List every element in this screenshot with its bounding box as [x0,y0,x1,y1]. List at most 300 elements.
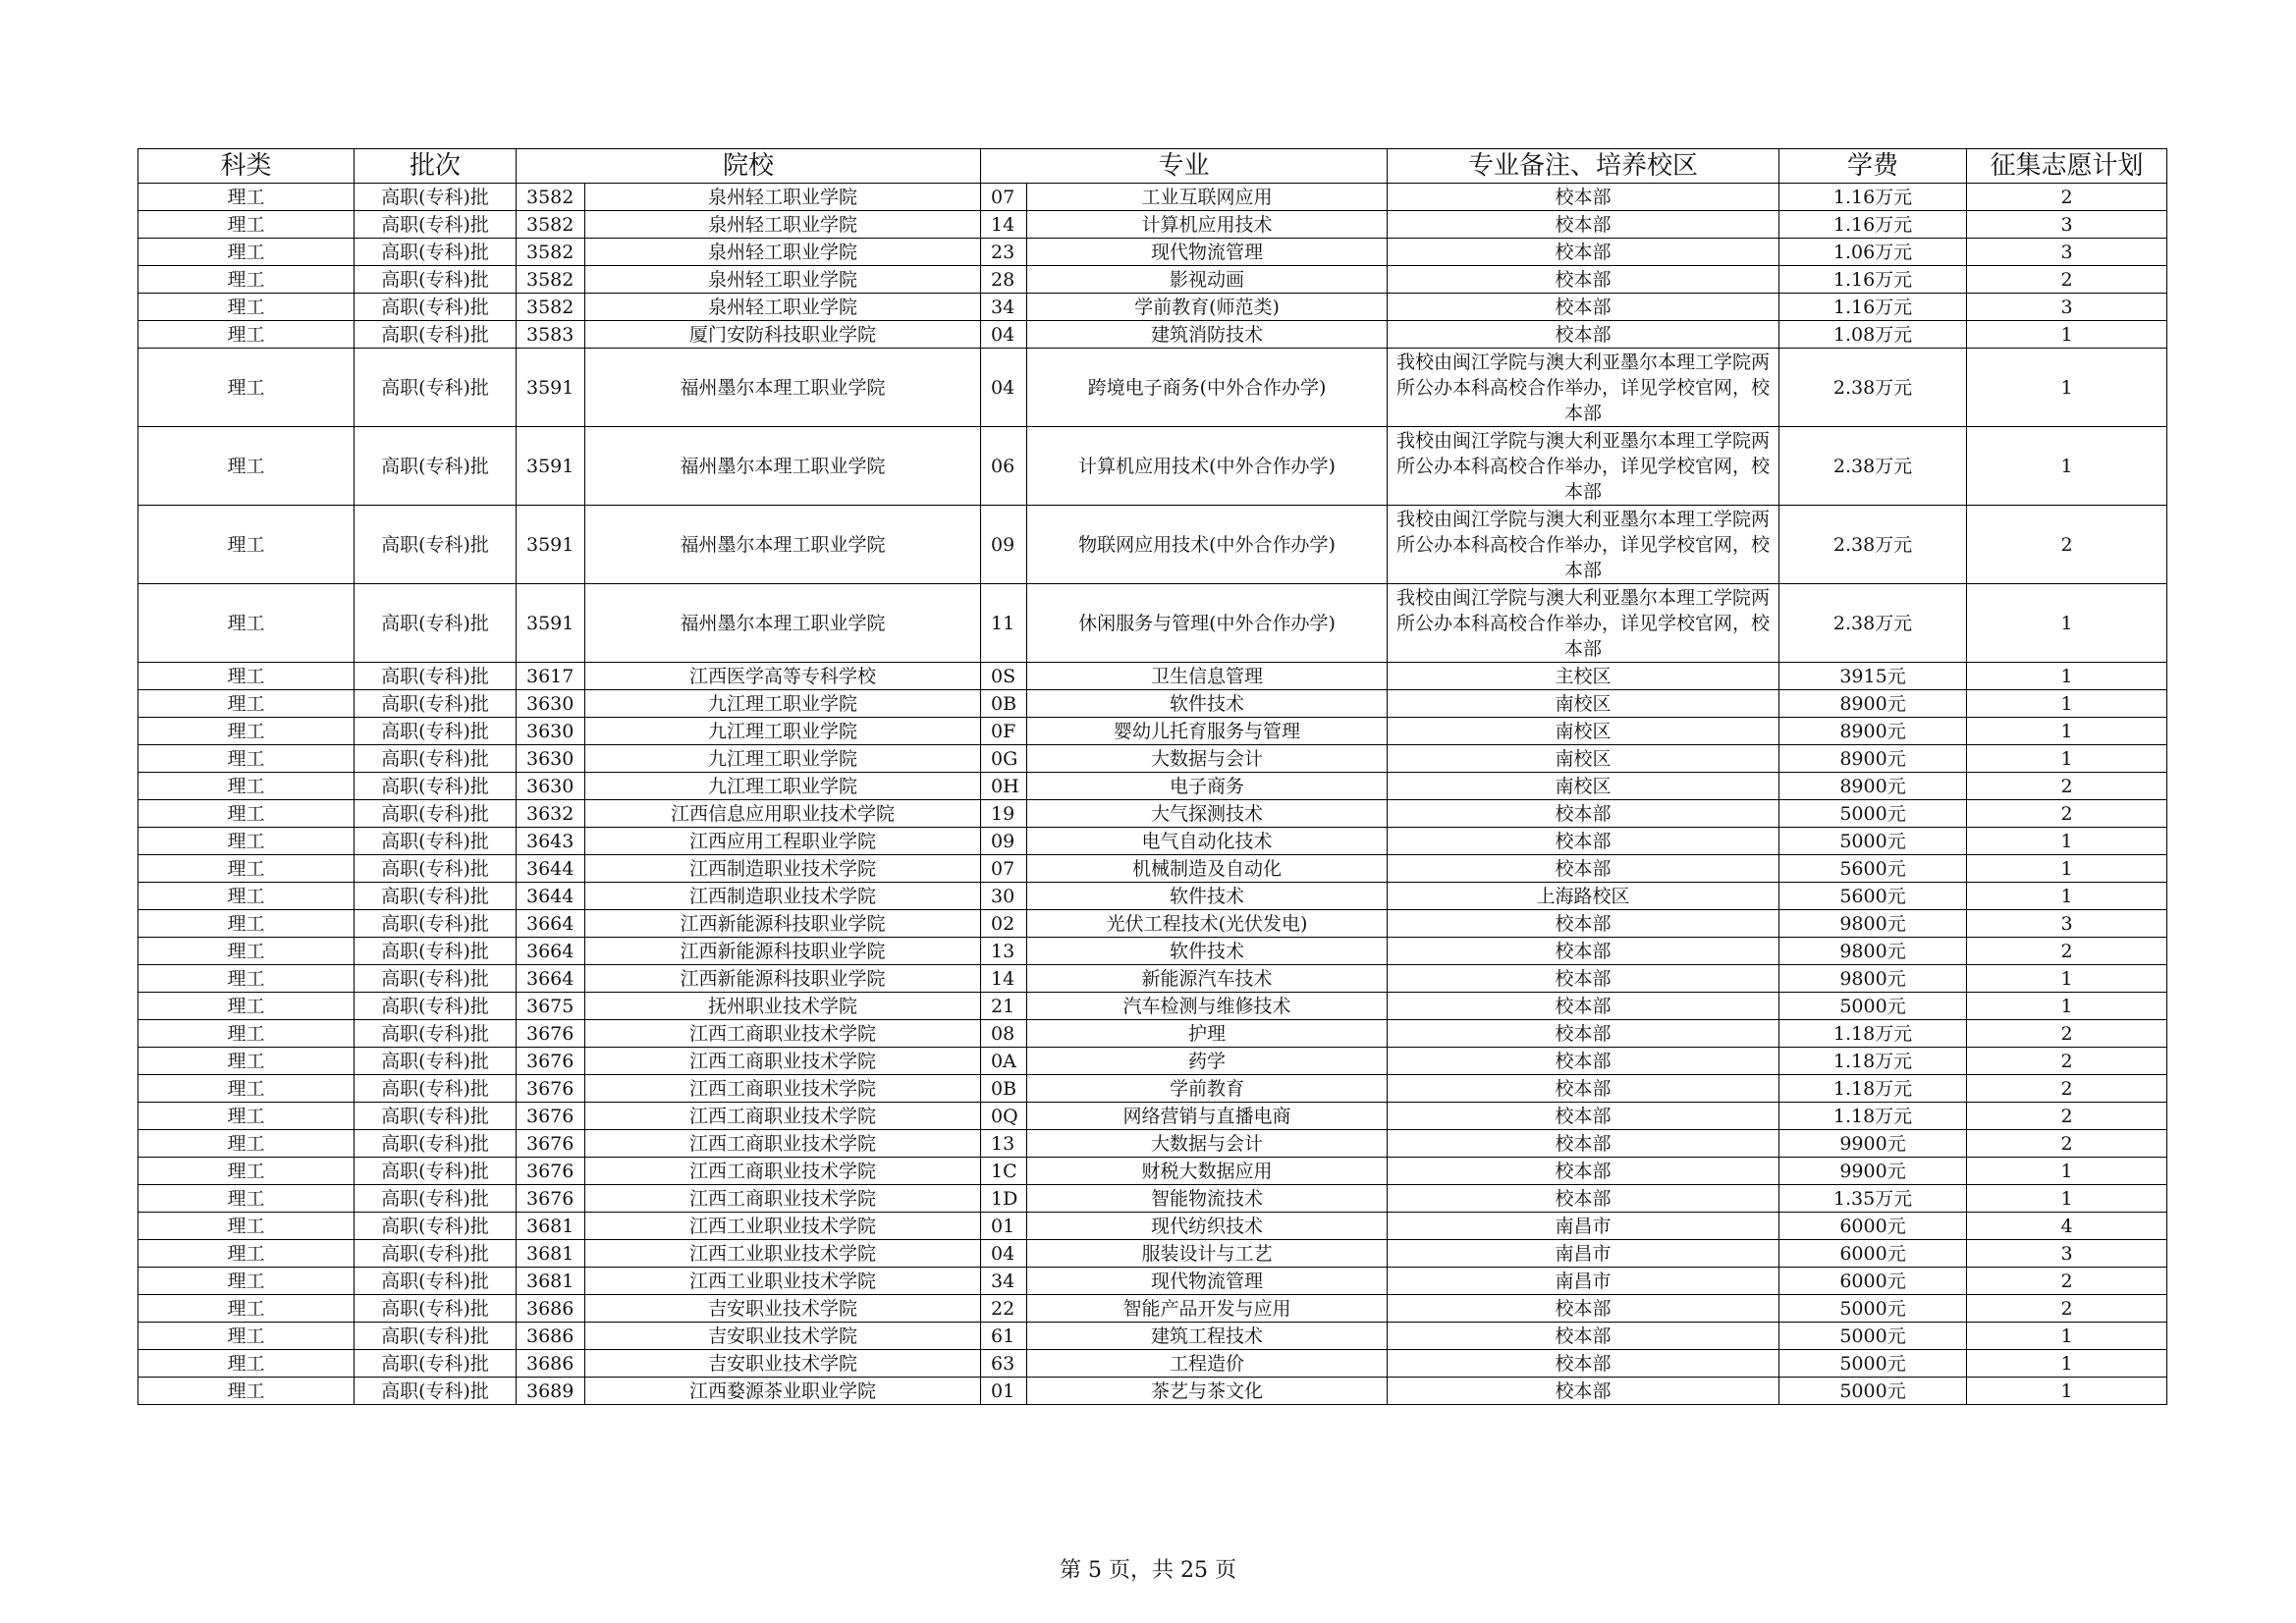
cell-tuition: 9800元 [1779,965,1967,993]
cell-major: 现代物流管理 [1027,1268,1388,1295]
cell-remark: 校本部 [1388,993,1779,1020]
cell-school: 江西应用工程职业学院 [585,828,981,855]
cell-school: 江西工商职业技术学院 [585,1075,981,1103]
cell-major-code: 04 [981,321,1027,349]
cell-category: 理工 [138,883,355,910]
cell-batch: 高职(专科)批 [355,184,517,211]
cell-plan: 2 [1967,938,2167,965]
cell-school-code: 3630 [517,745,585,773]
table-row [138,1130,2167,1158]
cell-remark: 主校区 [1388,663,1779,690]
cell-plan: 2 [1967,1268,2167,1295]
cell-batch: 高职(专科)批 [355,690,517,718]
cell-major-code: 0F [981,718,1027,745]
cell-batch: 高职(专科)批 [355,938,517,965]
cell-tuition: 9800元 [1779,938,1967,965]
cell-major: 大数据与会计 [1027,1130,1388,1158]
cell-plan: 3 [1967,239,2167,266]
cell-major-code: 14 [981,965,1027,993]
cell-school: 江西制造职业技术学院 [585,883,981,910]
cell-category: 理工 [138,993,355,1020]
header-category: 科类 [138,149,355,184]
cell-major: 智能物流技术 [1027,1185,1388,1213]
cell-batch: 高职(专科)批 [355,294,517,321]
cell-remark: 南校区 [1388,690,1779,718]
cell-major-code: 0B [981,1075,1027,1103]
cell-school-code: 3681 [517,1268,585,1295]
cell-tuition: 1.16万元 [1779,184,1967,211]
cell-school-code: 3689 [517,1378,585,1405]
cell-plan: 1 [1967,1323,2167,1350]
cell-major: 休闲服务与管理(中外合作办学) [1027,584,1388,663]
cell-school-code: 3664 [517,965,585,993]
cell-batch: 高职(专科)批 [355,910,517,938]
cell-school-code: 3582 [517,294,585,321]
cell-school: 江西工业职业技术学院 [585,1268,981,1295]
cell-batch: 高职(专科)批 [355,1158,517,1185]
cell-school-code: 3681 [517,1240,585,1268]
cell-major: 大气探测技术 [1027,800,1388,828]
cell-batch: 高职(专科)批 [355,506,517,584]
cell-major-code: 08 [981,1020,1027,1048]
cell-major-code: 13 [981,1130,1027,1158]
cell-major-code: 61 [981,1323,1027,1350]
cell-school: 泉州轻工职业学院 [585,294,981,321]
header-plan: 征集志愿计划 [1967,149,2167,184]
cell-category: 理工 [138,965,355,993]
cell-batch: 高职(专科)批 [355,883,517,910]
cell-major-code: 63 [981,1350,1027,1378]
table-row [138,1020,2167,1048]
cell-batch: 高职(专科)批 [355,1295,517,1323]
cell-major-code: 23 [981,239,1027,266]
cell-tuition: 8900元 [1779,773,1967,800]
cell-category: 理工 [138,1323,355,1350]
cell-tuition: 5000元 [1779,1295,1967,1323]
cell-category: 理工 [138,1048,355,1075]
cell-remark: 校本部 [1388,1378,1779,1405]
cell-major: 现代物流管理 [1027,239,1388,266]
cell-school: 福州墨尔本理工职业学院 [585,349,981,427]
cell-category: 理工 [138,349,355,427]
cell-category: 理工 [138,506,355,584]
cell-school: 九江理工职业学院 [585,745,981,773]
cell-school: 江西信息应用职业技术学院 [585,800,981,828]
cell-tuition: 2.38万元 [1779,427,1967,506]
cell-school-code: 3630 [517,718,585,745]
cell-major: 电子商务 [1027,773,1388,800]
cell-remark: 校本部 [1388,910,1779,938]
cell-plan: 2 [1967,1048,2167,1075]
cell-plan: 2 [1967,1075,2167,1103]
cell-major-code: 04 [981,1240,1027,1268]
table-row [138,1350,2167,1378]
cell-school-code: 3591 [517,349,585,427]
cell-batch: 高职(专科)批 [355,965,517,993]
cell-major: 软件技术 [1027,883,1388,910]
cell-plan: 2 [1967,1020,2167,1048]
cell-major: 现代纺织技术 [1027,1213,1388,1240]
cell-plan: 3 [1967,1240,2167,1268]
cell-school: 吉安职业技术学院 [585,1323,981,1350]
cell-school: 江西工业职业技术学院 [585,1240,981,1268]
cell-school-code: 3676 [517,1075,585,1103]
cell-school-code: 3591 [517,427,585,506]
cell-plan: 2 [1967,800,2167,828]
cell-major: 建筑工程技术 [1027,1323,1388,1350]
table-row [138,1213,2167,1240]
cell-remark: 校本部 [1388,1185,1779,1213]
cell-school: 福州墨尔本理工职业学院 [585,584,981,663]
cell-major-code: 07 [981,184,1027,211]
cell-plan: 1 [1967,321,2167,349]
cell-plan: 1 [1967,745,2167,773]
cell-remark: 校本部 [1388,828,1779,855]
cell-category: 理工 [138,690,355,718]
cell-category: 理工 [138,1130,355,1158]
cell-category: 理工 [138,321,355,349]
cell-school: 九江理工职业学院 [585,773,981,800]
cell-batch: 高职(专科)批 [355,1350,517,1378]
cell-category: 理工 [138,266,355,294]
cell-major: 建筑消防技术 [1027,321,1388,349]
cell-school-code: 3664 [517,938,585,965]
cell-school: 福州墨尔本理工职业学院 [585,506,981,584]
cell-batch: 高职(专科)批 [355,800,517,828]
cell-school-code: 3676 [517,1130,585,1158]
cell-tuition: 1.35万元 [1779,1185,1967,1213]
cell-plan: 3 [1967,211,2167,239]
cell-tuition: 9800元 [1779,910,1967,938]
cell-school: 泉州轻工职业学院 [585,211,981,239]
cell-major: 新能源汽车技术 [1027,965,1388,993]
cell-major: 跨境电子商务(中外合作办学) [1027,349,1388,427]
cell-school: 江西工商职业技术学院 [585,1130,981,1158]
cell-batch: 高职(专科)批 [355,993,517,1020]
cell-plan: 2 [1967,1295,2167,1323]
cell-plan: 1 [1967,883,2167,910]
cell-category: 理工 [138,427,355,506]
cell-school-code: 3676 [517,1048,585,1075]
header-remark: 专业备注、培养校区 [1388,149,1779,184]
cell-plan: 2 [1967,184,2167,211]
cell-school: 厦门安防科技职业学院 [585,321,981,349]
cell-school: 江西医学高等专科学校 [585,663,981,690]
cell-school-code: 3644 [517,855,585,883]
table-row [138,239,2167,266]
cell-tuition: 5600元 [1779,855,1967,883]
cell-batch: 高职(专科)批 [355,1378,517,1405]
cell-remark: 南校区 [1388,745,1779,773]
cell-major-code: 0G [981,745,1027,773]
cell-school: 抚州职业技术学院 [585,993,981,1020]
cell-batch: 高职(专科)批 [355,584,517,663]
admission-plan-table [137,148,2167,1405]
cell-school: 江西新能源科技职业学院 [585,938,981,965]
table-row [138,184,2167,211]
cell-remark: 校本部 [1388,184,1779,211]
cell-category: 理工 [138,1103,355,1130]
cell-school: 吉安职业技术学院 [585,1350,981,1378]
cell-tuition: 2.38万元 [1779,584,1967,663]
cell-remark: 我校由闽江学院与澳大利亚墨尔本理工学院两所公办本科高校合作举办，详见学校官网，校本部 [1388,427,1779,506]
table-row [138,910,2167,938]
cell-school-code: 3676 [517,1103,585,1130]
cell-school: 江西婺源茶业职业学院 [585,1378,981,1405]
cell-school: 福州墨尔本理工职业学院 [585,427,981,506]
cell-batch: 高职(专科)批 [355,1103,517,1130]
table-row [138,663,2167,690]
cell-school-code: 3630 [517,690,585,718]
table-row [138,266,2167,294]
cell-batch: 高职(专科)批 [355,427,517,506]
cell-tuition: 2.38万元 [1779,349,1967,427]
table-row [138,1103,2167,1130]
cell-major: 计算机应用技术(中外合作办学) [1027,427,1388,506]
cell-remark: 校本部 [1388,1048,1779,1075]
cell-major-code: 14 [981,211,1027,239]
table-row [138,965,2167,993]
cell-tuition: 5000元 [1779,800,1967,828]
cell-remark: 校本部 [1388,294,1779,321]
table-row [138,1295,2167,1323]
cell-batch: 高职(专科)批 [355,855,517,883]
cell-tuition: 5000元 [1779,1323,1967,1350]
cell-school: 泉州轻工职业学院 [585,239,981,266]
cell-school-code: 3675 [517,993,585,1020]
cell-major: 茶艺与茶文化 [1027,1378,1388,1405]
cell-tuition: 1.18万元 [1779,1103,1967,1130]
cell-plan: 2 [1967,1130,2167,1158]
cell-school: 九江理工职业学院 [585,718,981,745]
cell-major-code: 04 [981,349,1027,427]
cell-category: 理工 [138,1350,355,1378]
cell-major: 工程造价 [1027,1350,1388,1378]
cell-school: 泉州轻工职业学院 [585,184,981,211]
cell-major-code: 0B [981,690,1027,718]
cell-school-code: 3582 [517,211,585,239]
cell-tuition: 1.18万元 [1779,1048,1967,1075]
cell-category: 理工 [138,718,355,745]
cell-tuition: 5000元 [1779,1378,1967,1405]
cell-school-code: 3643 [517,828,585,855]
header-school: 院校 [517,149,981,184]
cell-remark: 我校由闽江学院与澳大利亚墨尔本理工学院两所公办本科高校合作举办，详见学校官网，校本部 [1388,584,1779,663]
cell-tuition: 6000元 [1779,1213,1967,1240]
cell-school-code: 3664 [517,910,585,938]
cell-major-code: 09 [981,828,1027,855]
cell-major-code: 19 [981,800,1027,828]
table-row [138,773,2167,800]
cell-batch: 高职(专科)批 [355,349,517,427]
cell-tuition: 1.06万元 [1779,239,1967,266]
cell-plan: 1 [1967,584,2167,663]
cell-plan: 2 [1967,773,2167,800]
cell-major: 服装设计与工艺 [1027,1240,1388,1268]
cell-remark: 校本部 [1388,1130,1779,1158]
cell-category: 理工 [138,1213,355,1240]
cell-remark: 校本部 [1388,938,1779,965]
cell-plan: 1 [1967,663,2167,690]
table-row [138,321,2167,349]
cell-school: 江西新能源科技职业学院 [585,910,981,938]
table-row [138,745,2167,773]
cell-batch: 高职(专科)批 [355,1020,517,1048]
cell-remark: 南校区 [1388,718,1779,745]
cell-major-code: 09 [981,506,1027,584]
cell-school: 江西工业职业技术学院 [585,1213,981,1240]
table-row [138,938,2167,965]
cell-batch: 高职(专科)批 [355,211,517,239]
table-row [138,1185,2167,1213]
cell-category: 理工 [138,239,355,266]
cell-major: 汽车检测与维修技术 [1027,993,1388,1020]
cell-major-code: 0A [981,1048,1027,1075]
cell-plan: 2 [1967,266,2167,294]
cell-batch: 高职(专科)批 [355,1075,517,1103]
cell-category: 理工 [138,1295,355,1323]
cell-major-code: 0Q [981,1103,1027,1130]
cell-category: 理工 [138,1020,355,1048]
cell-major: 机械制造及自动化 [1027,855,1388,883]
cell-remark: 南昌市 [1388,1213,1779,1240]
cell-batch: 高职(专科)批 [355,828,517,855]
cell-major: 物联网应用技术(中外合作办学) [1027,506,1388,584]
cell-batch: 高职(专科)批 [355,1323,517,1350]
cell-remark: 校本部 [1388,1075,1779,1103]
cell-plan: 1 [1967,718,2167,745]
cell-batch: 高职(专科)批 [355,1213,517,1240]
cell-school: 江西工商职业技术学院 [585,1048,981,1075]
cell-category: 理工 [138,1378,355,1405]
cell-major-code: 34 [981,1268,1027,1295]
cell-major: 学前教育(师范类) [1027,294,1388,321]
cell-plan: 4 [1967,1213,2167,1240]
cell-remark: 南昌市 [1388,1240,1779,1268]
cell-school-code: 3591 [517,584,585,663]
cell-remark: 上海路校区 [1388,883,1779,910]
cell-major-code: 28 [981,266,1027,294]
cell-tuition: 2.38万元 [1779,506,1967,584]
cell-category: 理工 [138,211,355,239]
cell-remark: 校本部 [1388,800,1779,828]
cell-batch: 高职(专科)批 [355,239,517,266]
cell-school-code: 3676 [517,1020,585,1048]
cell-plan: 1 [1967,855,2167,883]
cell-school-code: 3582 [517,184,585,211]
cell-major: 学前教育 [1027,1075,1388,1103]
cell-school: 九江理工职业学院 [585,690,981,718]
cell-school-code: 3583 [517,321,585,349]
cell-school-code: 3676 [517,1158,585,1185]
table-row [138,1378,2167,1405]
cell-school-code: 3630 [517,773,585,800]
cell-remark: 校本部 [1388,1350,1779,1378]
table-row [138,718,2167,745]
cell-major: 护理 [1027,1020,1388,1048]
cell-major-code: 0S [981,663,1027,690]
cell-plan: 1 [1967,965,2167,993]
cell-batch: 高职(专科)批 [355,321,517,349]
cell-tuition: 8900元 [1779,745,1967,773]
cell-category: 理工 [138,773,355,800]
cell-remark: 校本部 [1388,1103,1779,1130]
cell-school-code: 3676 [517,1185,585,1213]
cell-remark: 我校由闽江学院与澳大利亚墨尔本理工学院两所公办本科高校合作举办，详见学校官网，校本部 [1388,506,1779,584]
cell-school: 江西新能源科技职业学院 [585,965,981,993]
cell-major: 光伏工程技术(光伏发电) [1027,910,1388,938]
table-row [138,506,2167,584]
cell-major: 软件技术 [1027,938,1388,965]
cell-school-code: 3681 [517,1213,585,1240]
cell-school: 吉安职业技术学院 [585,1295,981,1323]
cell-plan: 1 [1967,349,2167,427]
cell-category: 理工 [138,800,355,828]
cell-major-code: 06 [981,427,1027,506]
cell-remark: 南昌市 [1388,1268,1779,1295]
cell-major: 大数据与会计 [1027,745,1388,773]
cell-major: 影视动画 [1027,266,1388,294]
cell-major-code: 13 [981,938,1027,965]
cell-remark: 校本部 [1388,239,1779,266]
cell-plan: 1 [1967,828,2167,855]
cell-plan: 1 [1967,1350,2167,1378]
table-row [138,1158,2167,1185]
cell-plan: 1 [1967,1185,2167,1213]
cell-major-code: 11 [981,584,1027,663]
cell-major-code: 34 [981,294,1027,321]
cell-major: 网络营销与直播电商 [1027,1103,1388,1130]
cell-school: 江西工商职业技术学院 [585,1103,981,1130]
cell-school: 江西制造职业技术学院 [585,855,981,883]
cell-major-code: 07 [981,855,1027,883]
cell-tuition: 9900元 [1779,1158,1967,1185]
cell-remark: 校本部 [1388,321,1779,349]
table-row [138,1323,2167,1350]
cell-school-code: 3686 [517,1295,585,1323]
cell-batch: 高职(专科)批 [355,1185,517,1213]
table-row [138,427,2167,506]
cell-school-code: 3582 [517,239,585,266]
header-row [138,149,2167,184]
cell-category: 理工 [138,938,355,965]
table-row [138,690,2167,718]
cell-category: 理工 [138,828,355,855]
table-row [138,800,2167,828]
cell-major: 计算机应用技术 [1027,211,1388,239]
cell-remark: 校本部 [1388,211,1779,239]
cell-major-code: 1D [981,1185,1027,1213]
table-row [138,828,2167,855]
cell-major-code: 30 [981,883,1027,910]
cell-major-code: 0H [981,773,1027,800]
cell-school: 江西工商职业技术学院 [585,1158,981,1185]
cell-category: 理工 [138,663,355,690]
cell-tuition: 5000元 [1779,828,1967,855]
table-row [138,294,2167,321]
cell-remark: 校本部 [1388,1020,1779,1048]
cell-major: 卫生信息管理 [1027,663,1388,690]
cell-batch: 高职(专科)批 [355,1268,517,1295]
cell-tuition: 1.18万元 [1779,1020,1967,1048]
cell-tuition: 6000元 [1779,1268,1967,1295]
cell-category: 理工 [138,184,355,211]
cell-major-code: 21 [981,993,1027,1020]
table-body [138,184,2167,1405]
cell-plan: 2 [1967,1103,2167,1130]
cell-plan: 3 [1967,294,2167,321]
cell-tuition: 1.16万元 [1779,266,1967,294]
